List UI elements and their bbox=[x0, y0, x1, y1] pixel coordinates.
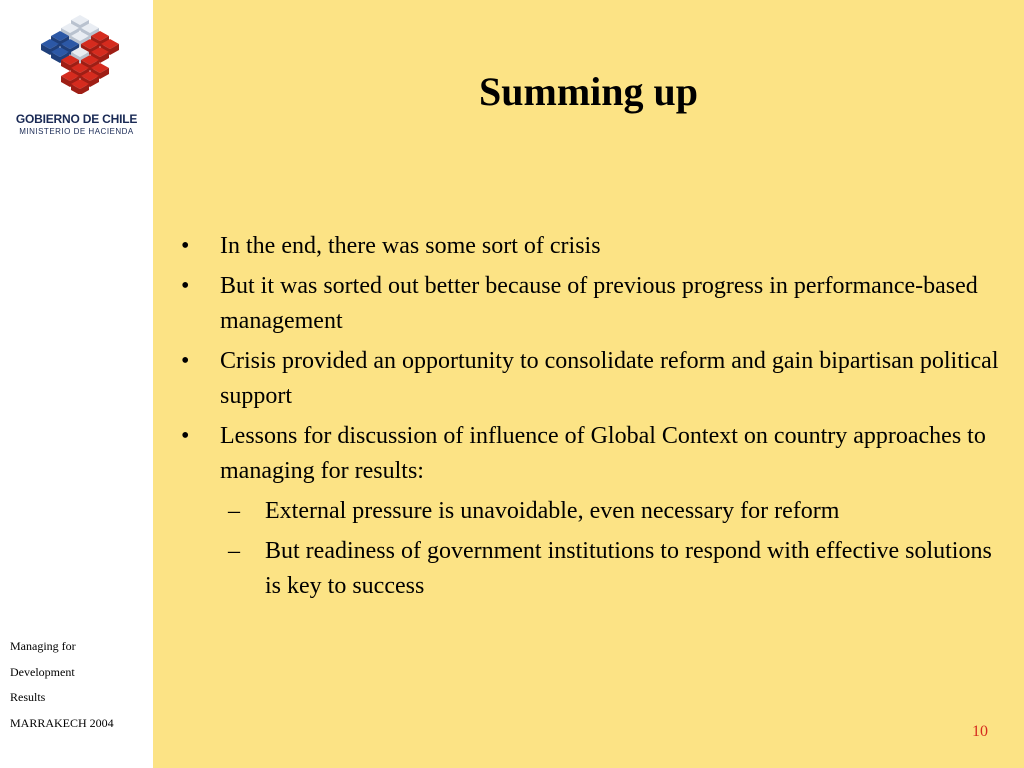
slide-content bbox=[153, 0, 1024, 768]
bullet-item bbox=[181, 229, 1011, 264]
bullet-text: Lessons for discussion of influence of Global Context on country approaches to managing for results: bbox=[220, 423, 986, 484]
bullet-list bbox=[181, 229, 1011, 609]
page-number: 10 bbox=[972, 723, 988, 740]
sub-bullet-text: But readiness of government institutions to respond with effective solutions is key to success bbox=[265, 538, 992, 599]
bullet-marker: • bbox=[181, 273, 190, 299]
bullet-text: In the end, there was some sort of crisis bbox=[220, 233, 601, 259]
sub-bullet-item bbox=[181, 534, 1011, 604]
logo-subtitle: MINISTERIO DE HACIENDA bbox=[19, 127, 134, 136]
left-sidebar bbox=[0, 0, 153, 768]
bullet-text: But it was sorted out better because of previous progress in performance-based management bbox=[220, 273, 978, 334]
dash-marker: – bbox=[228, 538, 240, 564]
bullet-item bbox=[181, 419, 1011, 489]
dash-marker: – bbox=[228, 498, 240, 524]
logo-title: GOBIERNO DE CHILE bbox=[15, 112, 138, 126]
bullet-text: Crisis provided an opportunity to consolidate reform and gain bipartisan political support bbox=[220, 348, 999, 409]
bullet-marker: • bbox=[181, 423, 190, 449]
bullet-marker: • bbox=[181, 233, 190, 259]
sub-bullet-text: External pressure is unavoidable, even necessary for reform bbox=[265, 498, 840, 524]
footer-line: Development bbox=[10, 664, 75, 679]
bullet-marker: • bbox=[181, 348, 190, 374]
slide-title: Summing up bbox=[479, 69, 698, 114]
footer-line: Results bbox=[10, 690, 46, 704]
footer-line: MARRAKECH 2004 bbox=[10, 715, 114, 730]
footer-note bbox=[10, 634, 150, 736]
footer-line: Managing for bbox=[10, 639, 76, 653]
sub-bullet-item bbox=[181, 494, 1011, 529]
bullet-item bbox=[181, 344, 1011, 414]
bullet-item bbox=[181, 269, 1011, 339]
gobierno-de-chile-logo-icon bbox=[34, 14, 126, 94]
